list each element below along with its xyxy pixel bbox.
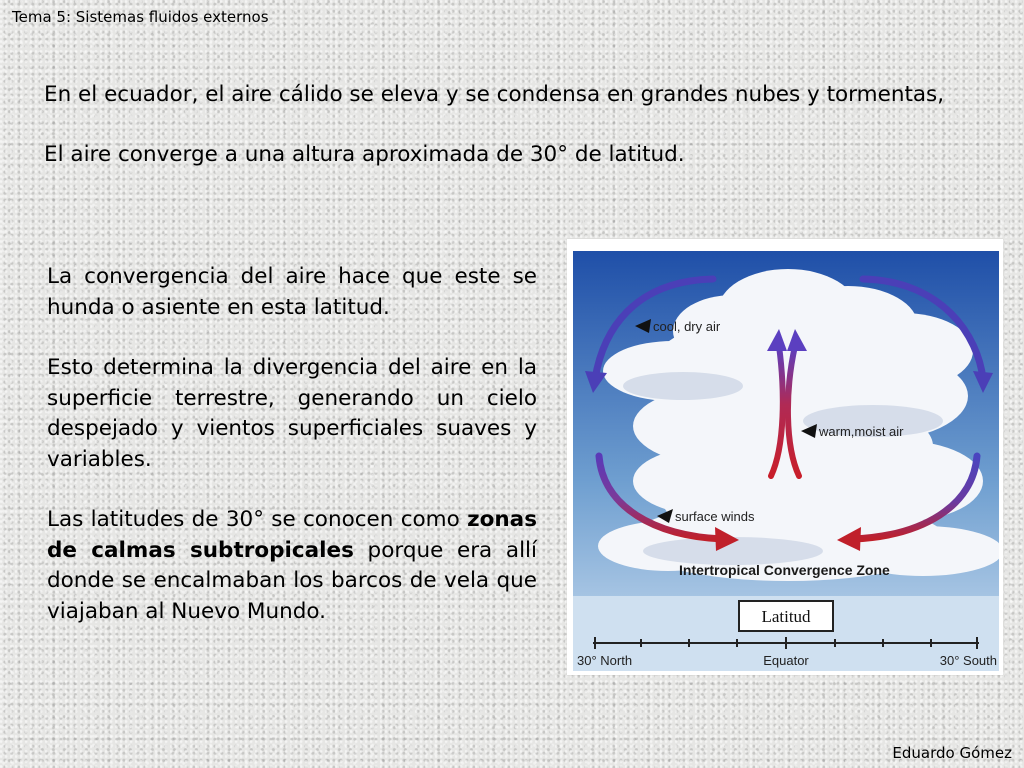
paragraph-divergence: Esto determina la divergencia del aire en la superficie terrestre, generando un cielo despejado y vientos superficiales suaves y variables. (47, 355, 537, 472)
circulation-diagram (573, 251, 999, 671)
axis-label-30-south: 30° South (939, 653, 997, 668)
atmospheric-circulation-figure (567, 239, 1003, 675)
label-itcz: Intertropical Convergence Zone (679, 562, 890, 578)
p3-bold-term: zonas de calmas subtropicales (47, 507, 537, 563)
label-cool-dry-air: cool, dry air (653, 319, 721, 334)
slide-header-title: Tema 5: Sistemas fluidos externos (12, 8, 269, 26)
paragraph-convergence: La convergencia del aire hace que este se hunda o asiente en esta latitud. (47, 264, 537, 320)
footer-author: Eduardo Gómez (892, 744, 1012, 762)
intro-line-2: El aire converge a una altura aproximada de 30° de latitud. (44, 142, 685, 167)
label-surface-winds: surface winds (675, 509, 755, 524)
axis-label-equator: Equator (763, 653, 809, 668)
paragraph-subtropical-calms (47, 505, 537, 627)
axis-label-30-north: 30° North (577, 653, 633, 668)
p3-end: porque era allí donde se encalmaban los barcos de vela que viajaban al Nuevo Mundo. (47, 537, 538, 624)
label-latitud: Latitud (761, 607, 811, 626)
intro-line-1: En el ecuador, el aire cálido se eleva y se condensa en grandes nubes y tormentas, (44, 82, 945, 107)
label-warm-moist-air: warm,moist air (819, 424, 904, 439)
p3-start: Las latitudes de 30° se conocen como (47, 507, 468, 532)
body-text (47, 262, 537, 657)
